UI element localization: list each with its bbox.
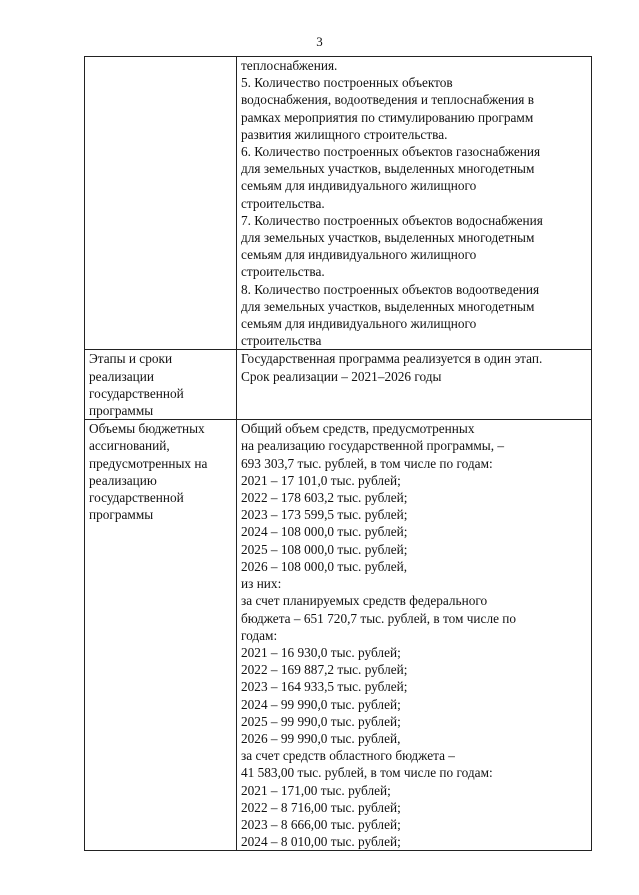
content-line: за счет планируемых средств федерального [241, 593, 488, 609]
row-content-cell [237, 57, 592, 350]
content-line: 2021 – 17 101,0 тыс. рублей; [241, 472, 401, 488]
content-line: семьям для индивидуального жилищного [241, 247, 477, 263]
content-line: 2024 – 99 990,0 тыс. рублей; [241, 696, 401, 712]
content-line: 2023 – 173 599,5 тыс. рублей; [241, 507, 408, 523]
content-line: строительства [241, 333, 322, 349]
table-row [85, 420, 592, 851]
content-line: 2025 – 99 990,0 тыс. рублей; [241, 713, 401, 729]
content-line: семьям для индивидуального жилищного [241, 178, 477, 194]
content-line: 8. Количество построенных объектов водоотведения [241, 281, 540, 297]
row-label: Объемы бюджетных ассигнований, предусмотренных на реализацию государственной программы [89, 421, 208, 523]
content-line: 2022 – 178 603,2 тыс. рублей; [241, 490, 408, 506]
content-line: 2024 – 108 000,0 тыс. рублей; [241, 524, 408, 540]
content-line: строительства. [241, 264, 325, 280]
page-number: 3 [316, 34, 323, 49]
content-line: 2022 – 8 716,00 тыс. рублей; [241, 799, 401, 815]
content-line: 2021 – 16 930,0 тыс. рублей; [241, 644, 401, 660]
row-label-cell [85, 350, 237, 420]
content-line: развития жилищного строительства. [241, 126, 448, 142]
row-content-cell [237, 420, 592, 851]
content-line: 2025 – 108 000,0 тыс. рублей; [241, 541, 408, 557]
table-row [85, 57, 592, 350]
row-label-cell [85, 420, 237, 851]
content-line: 41 583,00 тыс. рублей, в том числе по годам: [241, 765, 493, 781]
content-line: годам: [241, 627, 278, 643]
content-line: для земельных участков, выделенных многодетным [241, 298, 535, 314]
content-line: 2024 – 8 010,00 тыс. рублей; [241, 834, 401, 850]
content-line: Срок реализации – 2021–2026 годы [241, 368, 442, 384]
content-line: 7. Количество построенных объектов водоснабжения [241, 212, 543, 228]
content-line: 2023 – 8 666,00 тыс. рублей; [241, 816, 401, 832]
row-label-cell [85, 57, 237, 350]
content-line: рамках мероприятия по стимулированию программ [241, 109, 534, 125]
content-line: семьям для индивидуального жилищного [241, 316, 477, 332]
program-passport-table [84, 56, 592, 851]
content-line: бюджета – 651 720,7 тыс. рублей, в том числе по [241, 610, 517, 626]
content-line: 2026 – 99 990,0 тыс. рублей, [241, 730, 401, 746]
content-line: на реализацию государственной программы, – [241, 438, 505, 454]
content-line: из них: [241, 576, 282, 592]
content-line: 6. Количество построенных объектов газоснабжения [241, 144, 541, 160]
content-line: 2023 – 164 933,5 тыс. рублей; [241, 679, 408, 695]
table-row [85, 350, 592, 420]
content-line: для земельных участков, выделенных многодетным [241, 230, 535, 246]
content-line: Государственная программа реализуется в один этап. [241, 351, 543, 367]
content-line: 2022 – 169 887,2 тыс. рублей; [241, 662, 408, 678]
content-line: водоснабжения, водоотведения и теплоснабжения в [241, 92, 534, 108]
content-line: Общий объем средств, предусмотренных [241, 421, 475, 437]
content-line: строительства. [241, 195, 325, 211]
content-line: 693 303,7 тыс. рублей, в том числе по годам: [241, 455, 493, 471]
content-line: 5. Количество построенных объектов [241, 75, 453, 91]
content-line: для земельных участков, выделенных многодетным [241, 161, 535, 177]
row-label: Этапы и сроки реализации государственной программы [89, 351, 184, 419]
content-line: за счет средств областного бюджета – [241, 748, 455, 764]
content-line: теплоснабжения. [241, 58, 338, 73]
content-line: 2026 – 108 000,0 тыс. рублей, [241, 558, 408, 574]
content-line: 2021 – 171,00 тыс. рублей; [241, 782, 391, 798]
row-content-cell [237, 350, 592, 420]
